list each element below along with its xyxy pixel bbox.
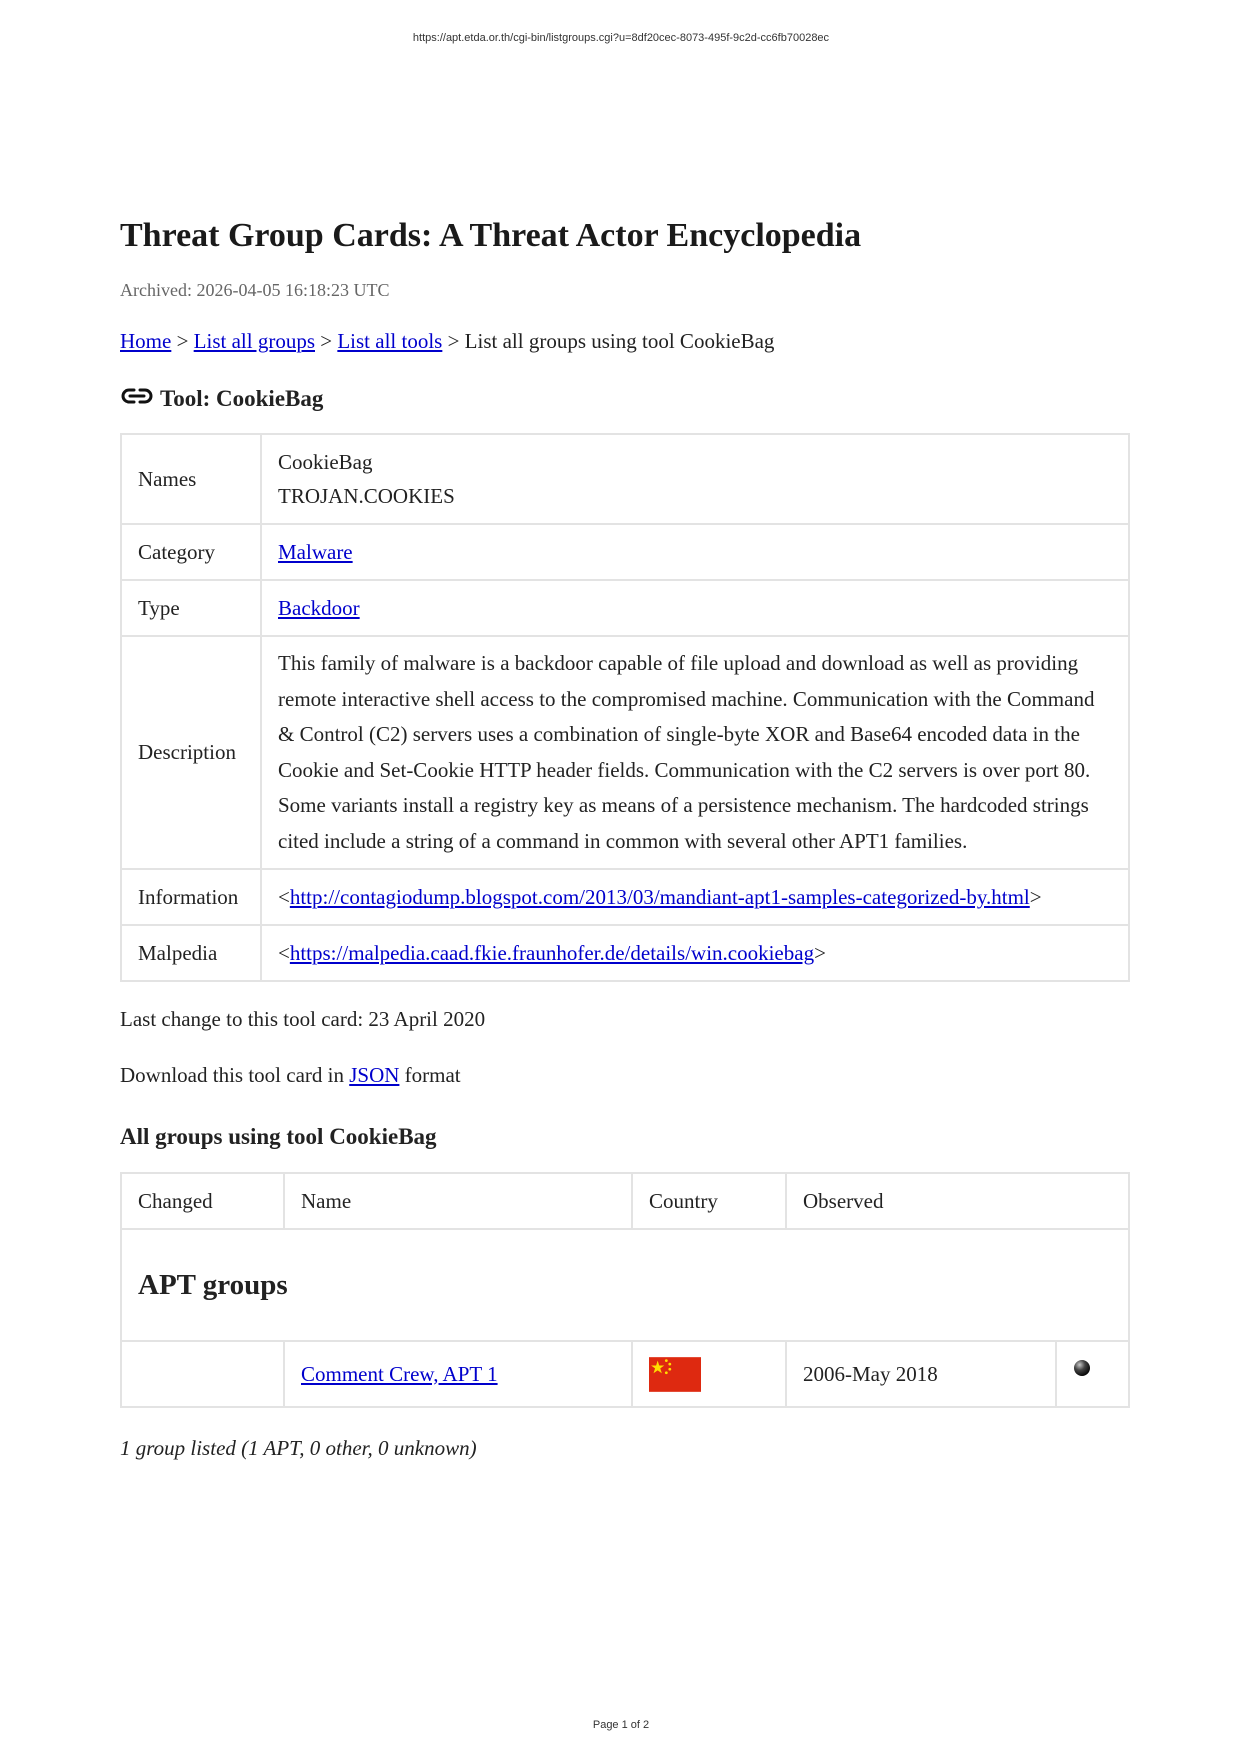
- groups-header-row: [121, 1173, 1129, 1229]
- breadcrumb-home-link[interactable]: Home: [120, 329, 172, 353]
- type-label: Type: [121, 580, 261, 636]
- archived-timestamp: Archived: 2026-04-05 16:18:23 UTC: [120, 280, 390, 300]
- breadcrumb-groups-link[interactable]: List all groups: [193, 329, 315, 353]
- download-suffix: format: [399, 1063, 461, 1087]
- page-title: Threat Group Cards: A Threat Actor Encyclopedia: [120, 217, 862, 254]
- tool-heading: [120, 386, 1130, 412]
- header-country: Country: [632, 1173, 786, 1229]
- type-link[interactable]: Backdoor: [278, 596, 360, 620]
- download-prefix: Download this tool card in: [120, 1063, 350, 1087]
- malpedia-value: [261, 925, 1129, 981]
- information-label: Information: [121, 869, 261, 925]
- names-row: [121, 434, 1129, 524]
- last-change-text: Last change to this tool card: 23 April 2020: [120, 1007, 486, 1031]
- angle-close: >: [1029, 885, 1042, 909]
- names-label: Names: [121, 434, 261, 524]
- information-value: [261, 869, 1129, 925]
- header-observed: Observed: [786, 1173, 1129, 1229]
- tool-heading-text: Tool: CookieBag: [160, 386, 324, 411]
- breadcrumb-tools-link[interactable]: List all tools: [337, 329, 443, 353]
- name-cell: [284, 1341, 632, 1407]
- breadcrumb-separator: >: [315, 329, 338, 353]
- angle-open: <: [278, 941, 290, 965]
- breadcrumb-current: > List all groups using tool CookieBag: [442, 329, 775, 353]
- description-value: This family of malware is a backdoor capable of file upload and download as well as providing remote interactive shell access to the compromised machine. Communication with the Command & Control (C2) servers uses a combination of single-byte XOR and Base64 encoded data in the Cookie and Set-Cookie HTTP header fields. Communication with the C2 servers is over port 80. Some variants install a registry key as means of a persistence mechanism. The hardcoded strings cited include a string of a command in common with several other APT1 families.: [261, 636, 1129, 869]
- groups-heading: All groups using tool CookieBag: [120, 1124, 437, 1149]
- table-row: [121, 1341, 1129, 1407]
- malpedia-link[interactable]: https://malpedia.caad.fkie.fraunhofer.de/details/win.cookiebag: [289, 941, 815, 965]
- observed-cell: 2006-May 2018: [786, 1341, 1056, 1407]
- information-link[interactable]: http://contagiodump.blogspot.com/2013/03/mandiant-apt1-samples-categorized-by.html: [289, 885, 1030, 909]
- print-url-header: https://apt.etda.or.th/cgi-bin/listgroups.cgi?u=8df20cec-8073-495f-9c2d-cc6fb70028ec: [412, 32, 830, 44]
- groups-table: [120, 1172, 1130, 1408]
- breadcrumb-separator: >: [171, 329, 194, 353]
- malpedia-row: [121, 925, 1129, 981]
- apt-section-label: APT groups: [121, 1229, 1129, 1341]
- tool-card-table: [120, 433, 1130, 982]
- black-sphere-icon: [1073, 1359, 1091, 1377]
- breadcrumb: [120, 326, 1130, 356]
- name-item: CookieBag: [278, 450, 373, 474]
- country-cell: [632, 1341, 786, 1407]
- names-value: [261, 434, 1129, 524]
- information-row: [121, 869, 1129, 925]
- category-value: [261, 524, 1129, 580]
- apt-section-row: [121, 1229, 1129, 1341]
- link-icon: [120, 386, 154, 406]
- type-row: [121, 580, 1129, 636]
- description-row: [121, 636, 1129, 869]
- description-label: Description: [121, 636, 261, 869]
- download-text: [120, 1060, 1130, 1090]
- category-row: [121, 524, 1129, 580]
- header-name: Name: [284, 1173, 632, 1229]
- category-label: Category: [121, 524, 261, 580]
- page-number: Page 1 of 2: [592, 1719, 650, 1731]
- changed-cell: [121, 1341, 284, 1407]
- type-value: [261, 580, 1129, 636]
- china-flag-icon: [649, 1357, 701, 1392]
- angle-open: <: [278, 885, 290, 909]
- json-download-link[interactable]: JSON: [349, 1063, 400, 1087]
- main-content: [120, 212, 1130, 1463]
- malpedia-label: Malpedia: [121, 925, 261, 981]
- name-item: TROJAN.COOKIES: [278, 484, 455, 508]
- status-cell: [1056, 1341, 1129, 1407]
- groups-summary: 1 group listed (1 APT, 0 other, 0 unknown): [120, 1436, 477, 1460]
- angle-close: >: [814, 941, 826, 965]
- header-changed: Changed: [121, 1173, 284, 1229]
- group-link[interactable]: Comment Crew, APT 1: [301, 1361, 498, 1386]
- category-link[interactable]: Malware: [278, 540, 353, 564]
